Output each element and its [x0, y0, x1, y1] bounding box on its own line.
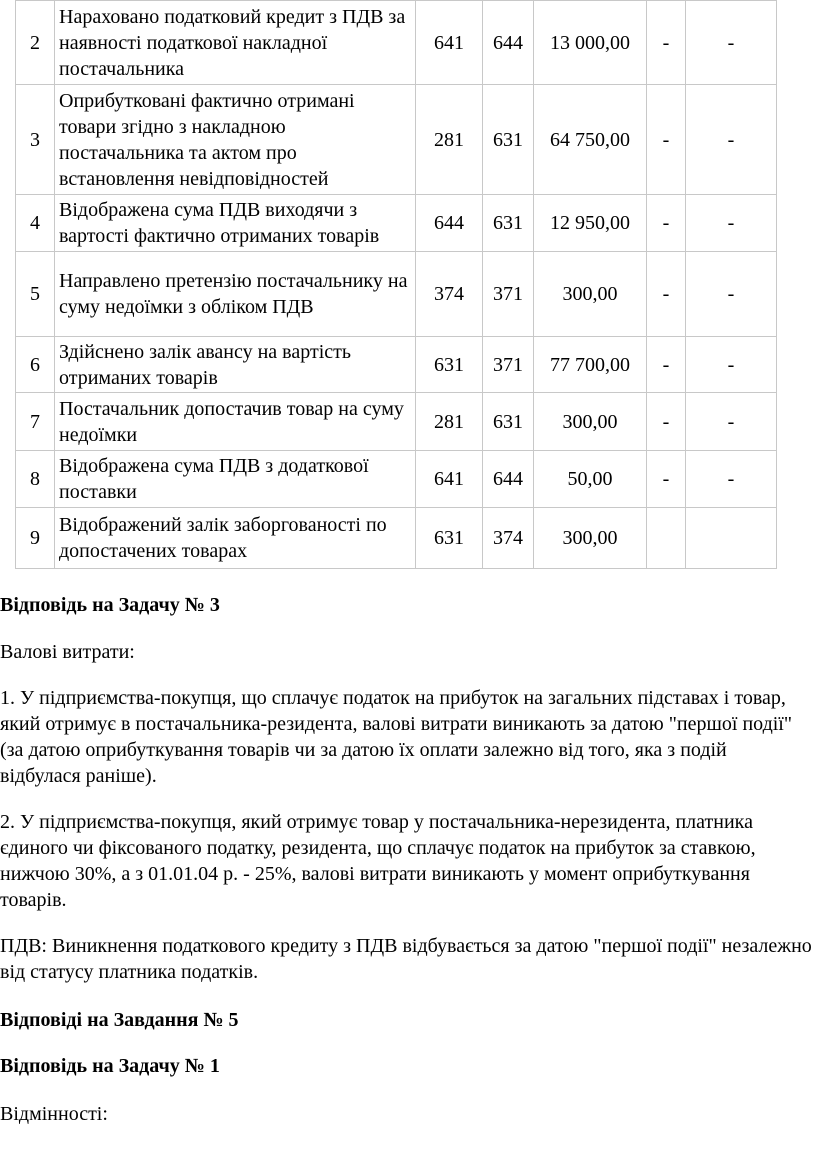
- table-row: [16, 85, 777, 195]
- extra-column-1: -: [647, 252, 686, 337]
- operation-description: Постачальник допостачив товар на суму недоїмки: [55, 393, 416, 451]
- extra-column-2: -: [686, 1, 777, 85]
- accounting-entries-table: [15, 0, 777, 569]
- credit-account: 371: [483, 337, 534, 393]
- amount: 300,00: [534, 393, 647, 451]
- credit-account: 374: [483, 508, 534, 569]
- extra-column-2: -: [686, 195, 777, 252]
- table-row: [16, 252, 777, 337]
- operation-description: Здійснено залік авансу на вартість отриманих товарів: [55, 337, 416, 393]
- extra-column-1: -: [647, 195, 686, 252]
- debit-account: 631: [416, 337, 483, 393]
- row-number: 7: [16, 393, 55, 451]
- row-number: 5: [16, 252, 55, 337]
- operation-description: Відображена сума ПДВ виходячи з вартості фактично отриманих товарів: [55, 195, 416, 252]
- amount: 50,00: [534, 451, 647, 508]
- extra-column-1: -: [647, 451, 686, 508]
- extra-column-1: -: [647, 1, 686, 85]
- task-5-heading: Відповіді на Завдання № 5: [0, 1009, 239, 1031]
- debit-account: 631: [416, 508, 483, 569]
- debit-account: 374: [416, 252, 483, 337]
- debit-account: 281: [416, 85, 483, 195]
- amount: 300,00: [534, 508, 647, 569]
- extra-column-2: -: [686, 393, 777, 451]
- extra-column-2: -: [686, 252, 777, 337]
- table-row: [16, 195, 777, 252]
- extra-column-1: -: [647, 393, 686, 451]
- table-row: [16, 451, 777, 508]
- row-number: 2: [16, 1, 55, 85]
- differences-label: Відмінності:: [0, 1103, 108, 1125]
- table-row: [16, 337, 777, 393]
- row-number: 8: [16, 451, 55, 508]
- extra-column-1: -: [647, 85, 686, 195]
- operation-description: Направлено претензію постачальнику на суму недоїмки з обліком ПДВ: [55, 252, 416, 337]
- debit-account: 281: [416, 393, 483, 451]
- paragraph-1: 1. У підприємства-покупця, що сплачує податок на прибуток на загальних підставах і товар, який отримує в постачальника-резидента, валові витрати виникають за датою "першої події" (за датою оприбуткування товарів чи за датою їх оплати залежно від того, яка з подій відбулася раніше).: [0, 687, 793, 787]
- operation-description: Відображений залік заборгованості по допостачених товарах: [55, 508, 416, 569]
- extra-column-2: -: [686, 337, 777, 393]
- operation-description: Оприбутковані фактично отримані товари згідно з накладною постачальника та актом про встановлення невідповідностей: [55, 85, 416, 195]
- row-number: 3: [16, 85, 55, 195]
- amount: 13 000,00: [534, 1, 647, 85]
- amount: 77 700,00: [534, 337, 647, 393]
- answer-1-heading: Відповідь на Задачу № 1: [0, 1055, 220, 1077]
- extra-column-1: [647, 508, 686, 569]
- extra-column-2: -: [686, 451, 777, 508]
- credit-account: 644: [483, 451, 534, 508]
- operation-description: Відображена сума ПДВ з додаткової поставки: [55, 451, 416, 508]
- debit-account: 641: [416, 1, 483, 85]
- table-row: [16, 508, 777, 569]
- extra-column-1: -: [647, 337, 686, 393]
- credit-account: 371: [483, 252, 534, 337]
- table-row: [16, 1, 777, 85]
- amount: 12 950,00: [534, 195, 647, 252]
- amount: 300,00: [534, 252, 647, 337]
- paragraph-2: 2. У підприємства-покупця, який отримує товар у постачальника-нерезидента, платника єдиного чи фіксованого податку, резидента, що сплачує податок на прибуток за ставкою, нижчою 30%, а з 01.01.04 р. - 25%, валові витрати виникають у момент оприбуткування товарів.: [0, 811, 756, 911]
- answer-3-heading: Відповідь на Задачу № 3: [0, 594, 220, 616]
- accounting-entries-body: [16, 1, 777, 569]
- table-row: [16, 393, 777, 451]
- vat-paragraph: ПДВ: Виникнення податкового кредиту з ПДВ відбувається за датою "першої події" незалежно від статусу платника податків.: [0, 935, 812, 983]
- credit-account: 631: [483, 393, 534, 451]
- row-number: 6: [16, 337, 55, 393]
- debit-account: 641: [416, 451, 483, 508]
- credit-account: 644: [483, 1, 534, 85]
- gross-expenses-subheading: Валові витрати:: [0, 641, 135, 663]
- extra-column-2: [686, 508, 777, 569]
- debit-account: 644: [416, 195, 483, 252]
- operation-description: Нараховано податковий кредит з ПДВ за наявності податкової накладної постачальника: [55, 1, 416, 85]
- amount: 64 750,00: [534, 85, 647, 195]
- row-number: 9: [16, 508, 55, 569]
- row-number: 4: [16, 195, 55, 252]
- credit-account: 631: [483, 85, 534, 195]
- credit-account: 631: [483, 195, 534, 252]
- extra-column-2: -: [686, 85, 777, 195]
